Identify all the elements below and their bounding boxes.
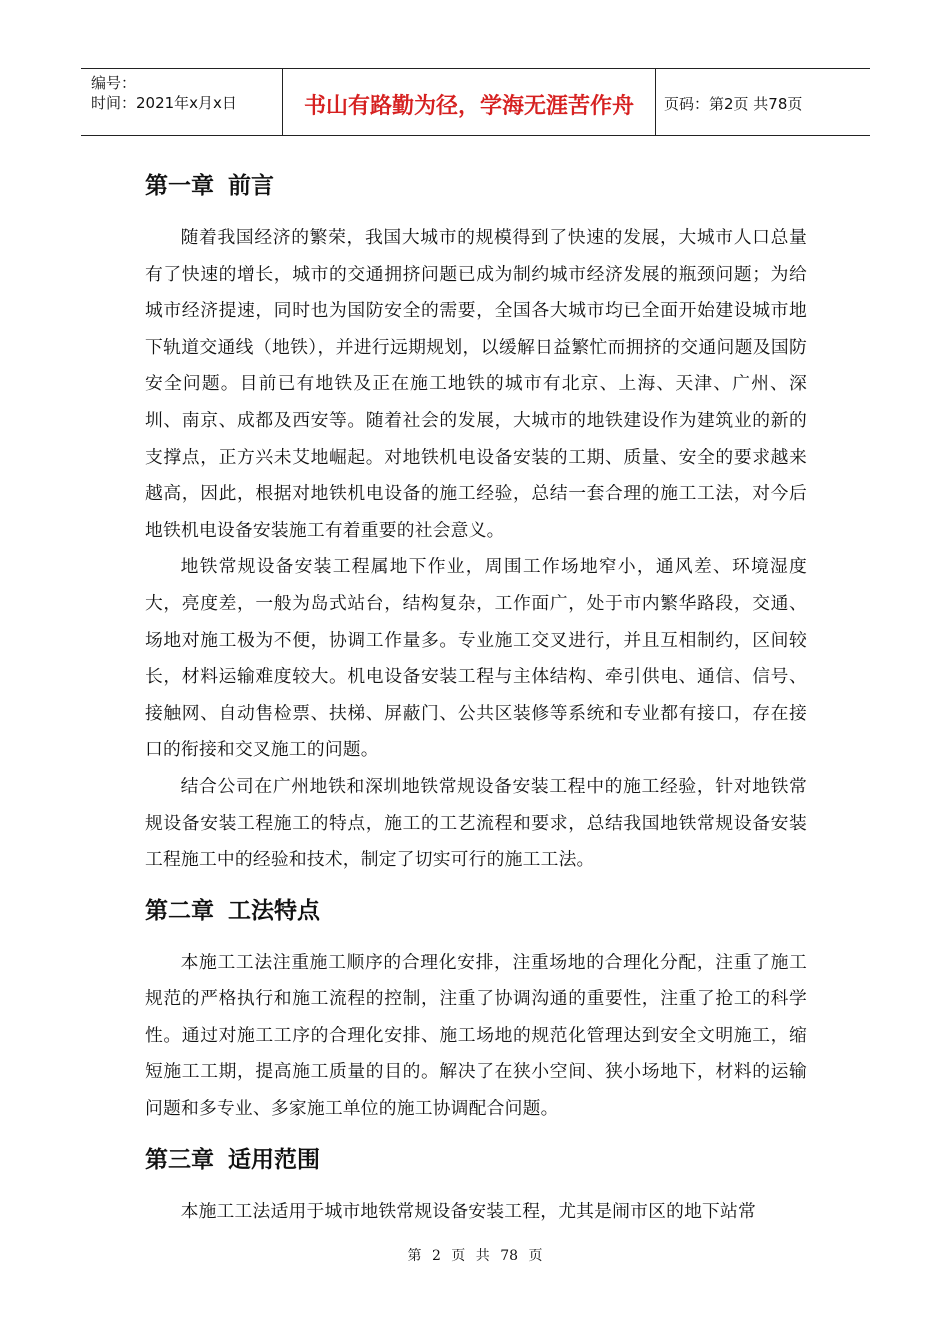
header-motto: 书山有路勤为径，学海无涯苦作舟 [283, 69, 656, 135]
section-title-2: 第二章 工法特点 [145, 897, 321, 924]
document-body [145, 168, 807, 1230]
page-header [81, 68, 870, 136]
document-number-label: 编号： [91, 74, 137, 92]
document-time-label: 时间：2021年x月x日 [91, 94, 237, 112]
section-3-paragraph-1: 本施工工法适用于城市地铁常规设备安装工程，尤其是闹市区的地下站常 [180, 1200, 756, 1222]
section-title-1: 第一章 前言 [145, 173, 275, 199]
section-1-paragraph-1: 随着我国经济的繁荣，我国大城市的规模得到了快速的发展，大城市人口总量有了快速的增长，城市的交通拥挤问题已成为制约城市经济发展的瓶颈问题；为给城市经济提速，同时也为国防安全的需要，全国各大城市均已全面开始建设城市地下轨道交通线（地铁），并进行远期规划，以缓解日益繁忙而拥挤的交通问题及国防安全问题。目前已有地铁及正在施工地铁的城市有北京、上海、天津、广州、深圳、南京、成都及西安等。随着社会的发展，大城市的地铁建设作为建筑业的新的支撑点，正方兴未艾地崛起。对地铁机电设备安装的工期、质量、安全的要求越来越高，因此，根据对地铁机电设备的施工经验，总结一套合理的施工工法，对今后地铁机电设备安装施工有着重要的社会意义。 [145, 227, 807, 541]
section-2-paragraph-1: 本施工工法注重施工顺序的合理化安排，注重场地的合理化分配，注重了施工规范的严格执行和施工流程的控制，注重了协调沟通的重要性，注重了抢工的科学性。通过对施工工序的合理化安排、施工场地的规范化管理达到安全文明施工，缩短施工工期，提高施工质量的目的。解决了在狭小空间、狭小场地下，材料的运输问题和多专业、多家施工单位的施工协调配合问题。 [145, 951, 807, 1120]
header-page-indicator: 页码：第2页 共78页 [664, 94, 803, 113]
section-1-paragraph-2: 地铁常规设备安装工程属地下作业，周围工作场地窄小，通风差、环境湿度大，亮度差，一般为岛式站台，结构复杂，工作面广，处于市内繁华路段，交通、场地对施工极为不便，协调工作量多。专业施工交叉进行，并且互相制约，区间较长，材料运输难度较大。机电设备安装工程与主体结构、牵引供电、通信、信号、接触网、自动售检票、扶梯、屏蔽门、公共区装修等系统和专业都有接口，存在接口的衔接和交叉施工的问题。 [145, 556, 807, 761]
header-meta [81, 69, 283, 135]
section-1-paragraph-3: 结合公司在广州地铁和深圳地铁常规设备安装工程中的施工经验，针对地铁常规设备安装工程施工的特点，施工的工艺流程和要求，总结我国地铁常规设备安装工程施工中的经验和技术，制定了切实可行的施工工法。 [145, 775, 807, 871]
section-title-3: 第三章 适用范围 [145, 1146, 321, 1173]
page-footer: 第 2 页 共 78 页 [407, 1248, 543, 1264]
